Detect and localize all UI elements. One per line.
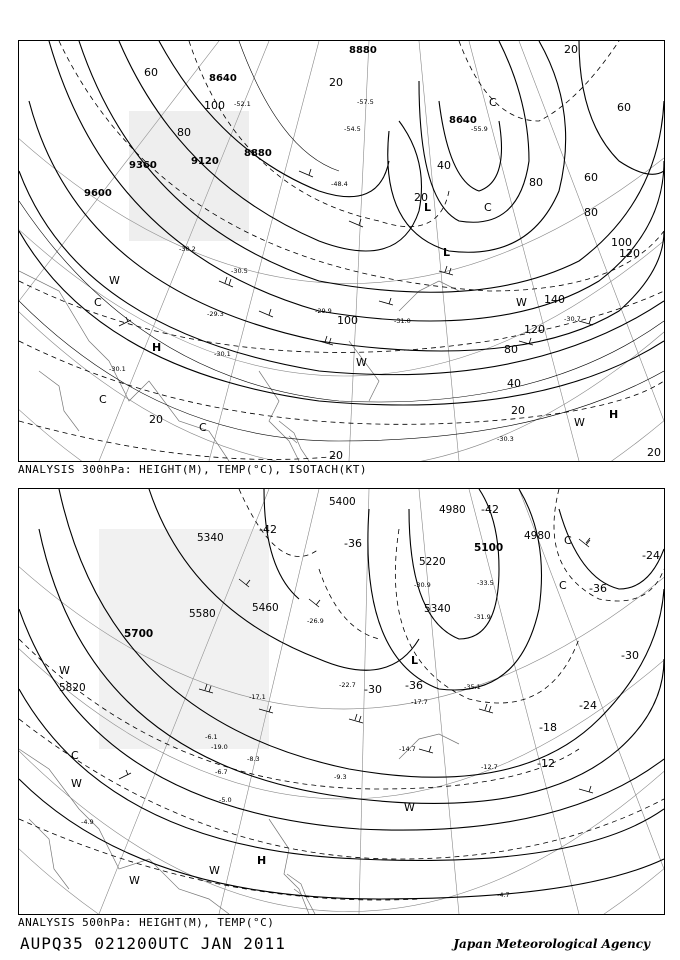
isotherm-label: -30 (621, 649, 639, 662)
graticule (19, 41, 664, 461)
height-label: 4980 (524, 530, 551, 542)
high-center-label: H (257, 854, 267, 867)
temp-label: -30.5 (231, 267, 248, 275)
map-panel-300hpa (18, 40, 665, 462)
cold-center-label: C (94, 296, 102, 309)
height-label: 8640 (449, 115, 477, 126)
chart-300hpa (19, 41, 664, 461)
height-label: 8880 (244, 148, 272, 159)
temp-label: -6.7 (215, 768, 228, 776)
temp-label: -5.0 (219, 796, 232, 804)
temp-label: -30.2 (179, 245, 196, 253)
isotherm-label: -42 (259, 523, 277, 536)
isotherm-label: -24 (579, 699, 597, 712)
height-label: 9120 (191, 156, 219, 167)
cold-center-label: C (71, 749, 79, 762)
cold-center-label: C (484, 201, 492, 214)
warm-center-label: W (209, 864, 220, 877)
height-label: 5220 (419, 556, 446, 568)
temp-label: -29.3 (207, 310, 224, 318)
isotherm-lines (19, 41, 664, 459)
high-center-label: H (609, 408, 619, 421)
isotach-label: 80 (504, 343, 518, 356)
temp-label: -9.3 (334, 773, 347, 781)
low-center-label: L (443, 246, 451, 259)
isotherm-label: -18 (539, 721, 557, 734)
product-id: AUPQ35 021200UTC JAN 2011 (20, 934, 286, 953)
panel-caption-300hpa: ANALYSIS 300hPa: HEIGHT(M), TEMP(°C), ISOTACH(KT) (18, 463, 368, 476)
isotherm-label: -24 (642, 549, 660, 562)
isotach-label: 60 (617, 101, 631, 114)
temp-label: -55.9 (471, 125, 488, 133)
temp-label: -19.0 (211, 743, 228, 751)
height-label: 8640 (209, 73, 237, 84)
cold-center-label: C (99, 393, 107, 406)
agency-name: Japan Meteorological Agency (453, 937, 650, 951)
temp-label: -57.5 (357, 98, 374, 106)
height-label: 9600 (84, 188, 112, 199)
temp-label: -17.7 (411, 698, 428, 706)
chart-500hpa (19, 489, 664, 914)
height-label: 5700 (124, 628, 154, 640)
temp-label: -17.1 (249, 693, 266, 701)
temp-label: -30.1 (109, 365, 126, 373)
isotherm-label: -42 (481, 503, 499, 516)
isotach-label: 40 (507, 377, 521, 390)
isotach-label: 60 (584, 171, 598, 184)
temp-label: -30.9 (414, 581, 431, 589)
isotach-label: 20 (149, 413, 163, 426)
temp-label: -35.1 (464, 683, 481, 691)
isotach-lines (19, 41, 664, 441)
height-label: 5400 (329, 496, 356, 508)
isotach-label: 80 (529, 176, 543, 189)
height-label: 4980 (439, 504, 466, 516)
warm-center-label: W (404, 801, 415, 814)
warm-center-label: W (71, 777, 82, 790)
temp-label: -31.0 (394, 317, 411, 325)
cold-center-label: C (199, 421, 207, 434)
temp-label: -6.1 (205, 733, 218, 741)
low-center-label: L (411, 654, 419, 667)
low-center-label: L (424, 201, 432, 214)
cold-center-label: C (559, 579, 567, 592)
temp-label: -33.5 (477, 579, 494, 587)
isotach-label: 120 (524, 323, 545, 336)
height-label: 5580 (189, 608, 216, 620)
isotach-label: 60 (144, 66, 158, 79)
isotach-label: 80 (177, 126, 191, 139)
isotherm-label: -30 (364, 683, 382, 696)
temp-label: -22.7 (339, 681, 356, 689)
height-label: 8880 (349, 45, 377, 56)
isotach-label: 40 (437, 159, 451, 172)
warm-center-label: W (59, 664, 70, 677)
isotherm-label: -12 (537, 757, 555, 770)
warm-center-label: W (129, 874, 140, 887)
height-label: 5340 (197, 532, 224, 544)
high-center-label: H (152, 341, 162, 354)
isotach-label: 20 (414, 191, 428, 204)
warm-center-label: W (356, 356, 367, 369)
cold-center-label: C (564, 534, 572, 547)
temp-label: -52.1 (234, 100, 251, 108)
height-label: 9360 (129, 160, 157, 171)
temp-label: -8.3 (247, 755, 260, 763)
temp-label: -4.9 (81, 818, 94, 826)
height-label: 5340 (424, 603, 451, 615)
isotach-label: 20 (511, 404, 525, 417)
coastlines (19, 271, 459, 461)
isotach-label: 140 (544, 293, 565, 306)
warm-center-label: W (574, 416, 585, 429)
warm-center-label: W (516, 296, 527, 309)
temp-label: -30.1 (214, 350, 231, 358)
isotach-label: 80 (584, 206, 598, 219)
temp-label: -48.4 (331, 180, 348, 188)
height-label: 5820 (59, 682, 86, 694)
panel-caption-500hpa: ANALYSIS 500hPa: HEIGHT(M), TEMP(°C) (18, 916, 275, 929)
temp-label: -4.7 (497, 891, 510, 899)
height-label: 5100 (474, 542, 504, 554)
isotach-label: 100 (337, 314, 358, 327)
temp-label: -14.7 (399, 745, 416, 753)
isotach-label: 100 (204, 99, 225, 112)
temp-label: -30.7 (564, 315, 581, 323)
isotherm-label: -36 (589, 582, 607, 595)
isotach-label: 120 (619, 247, 640, 260)
temp-label: -26.9 (307, 617, 324, 625)
isotach-label: 20 (329, 449, 343, 461)
isotherm-label: -36 (405, 679, 423, 692)
isotach-label: 20 (564, 43, 578, 56)
temp-label: -29.9 (315, 307, 332, 315)
map-panel-500hpa (18, 488, 665, 915)
temp-label: -30.3 (497, 435, 514, 443)
temp-label: -31.9 (474, 613, 491, 621)
temp-label: -54.5 (344, 125, 361, 133)
warm-center-label: W (109, 274, 120, 287)
isotherm-label: -36 (344, 537, 362, 550)
isotach-label: 100 (611, 236, 632, 249)
height-label: 5460 (252, 602, 279, 614)
isotach-label: 20 (647, 446, 661, 459)
temp-label: -12.7 (481, 763, 498, 771)
isotach-label-group (144, 43, 661, 461)
cold-center-label: C (489, 96, 497, 109)
isotach-label: 20 (329, 76, 343, 89)
isotherm-label-group (259, 503, 660, 770)
